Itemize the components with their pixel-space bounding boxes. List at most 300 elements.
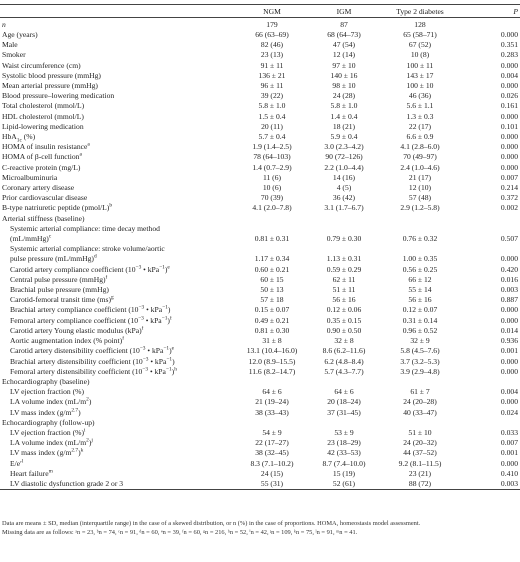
cell-ngm: 0.60 ± 0.21: [254, 264, 290, 274]
cell-t2d: 51 ± 10: [408, 427, 432, 437]
cell-ngm: 38 (33–43): [255, 407, 289, 417]
cell-igm: 12 (14): [332, 50, 356, 60]
label-text: Microalbuminuria: [2, 172, 58, 182]
label-text: Aortic augmentation index (% point): [10, 336, 123, 346]
cell-t2d: 0.12 ± 0.07: [402, 305, 438, 315]
cell-igm: 8.6 (6.2–11.6): [322, 346, 366, 356]
cell-p: 0.000: [500, 162, 518, 172]
cell-igm: 4 (5): [336, 183, 352, 193]
label-text: LV ejection fraction (%): [10, 387, 85, 397]
cell-p: 0.000: [500, 458, 518, 468]
table-row: [0, 30, 520, 40]
cell-p: 0.351: [500, 40, 518, 50]
row-label: [0, 367, 236, 377]
cell-t2d: 12 (10): [408, 183, 432, 193]
header-p: P: [460, 5, 520, 18]
label-text: • kPa: [148, 356, 167, 366]
label-text: Mean arterial pressure (mmHg): [2, 81, 98, 91]
table-row: [0, 275, 520, 285]
label-text: Lipid-lowering medication: [2, 121, 84, 131]
table-row: [0, 316, 520, 326]
footnote-marker: f: [122, 336, 124, 342]
cell-ngm: 39 (22): [260, 91, 284, 101]
label-text: Systolic blood pressure (mmHg): [2, 70, 101, 80]
cell-igm: 3.1 (1.7–6.7): [324, 203, 364, 213]
cell-igm: 1.4 ± 0.4: [330, 111, 358, 121]
cell-t2d: 66 ± 12: [408, 274, 432, 284]
cell-p: 0.007: [500, 172, 518, 182]
cell-p: 0.101: [500, 121, 518, 131]
cell-p: 0.161: [500, 101, 518, 111]
table-row: [0, 336, 520, 346]
table-row: [0, 183, 520, 193]
label-text: Coronary artery disease: [2, 183, 75, 193]
row-label: [0, 275, 236, 285]
table-row: [0, 50, 520, 60]
table-row: [0, 346, 520, 356]
table-row: [0, 71, 520, 81]
cell-ngm: 0.81 ± 0.30: [254, 325, 290, 335]
row-label: [0, 469, 236, 479]
cell-ngm: 5.8 ± 1.0: [258, 101, 286, 111]
cell-p: 0.420: [500, 264, 518, 274]
row-label: [0, 152, 236, 162]
cell-p: 0.001: [500, 448, 518, 458]
label-text: ): [172, 356, 175, 366]
row-label: [0, 112, 236, 122]
row-label: [0, 357, 236, 367]
cell-ngm: 70 (39): [260, 193, 284, 203]
cell-p: 0.004: [500, 70, 518, 80]
cell-p: 0.000: [500, 397, 518, 407]
label-superscript: 2: [86, 438, 89, 444]
cell-p: 0.410: [500, 468, 518, 478]
row-label: [0, 459, 236, 469]
row-label: [0, 173, 236, 183]
label-text: (%): [21, 132, 36, 142]
row-label: [0, 50, 236, 60]
cell-ngm: 96 ± 11: [260, 81, 284, 91]
table-row: [0, 469, 520, 479]
cell-t2d: 6.6 ± 0.9: [406, 132, 434, 142]
row-label: [0, 305, 236, 315]
label-text: Systemic arterial compliance: stroke volume/aortic: [10, 244, 165, 254]
cell-ngm: 12.0 (8.9–15.5): [248, 356, 296, 366]
cell-igm: 0.12 ± 0.06: [326, 305, 362, 315]
label-text: ): [78, 448, 81, 458]
cell-p: 0.003: [460, 479, 520, 490]
row-label: [0, 326, 236, 336]
cell-p: 0.000: [500, 142, 518, 152]
label-text: (mL/mmHg): [10, 234, 49, 244]
cell-t2d: 4.1 (2.8–6.0): [400, 142, 440, 152]
footnote-marker: i: [84, 427, 86, 434]
cell-ngm: 23 (13): [260, 50, 284, 60]
cell-t2d: 5.6 ± 1.1: [406, 101, 434, 111]
cell-p: 0.000: [500, 30, 518, 39]
row-label: [0, 163, 236, 173]
cell-igm: 15 (19): [332, 468, 356, 478]
cell-t2d: 46 (36): [408, 91, 432, 101]
label-superscript: −1: [166, 356, 173, 362]
table-row: [0, 244, 520, 264]
cell-igm: 53 ± 9: [334, 427, 354, 437]
cell-ngm: 38 (32–45): [255, 448, 289, 458]
cell-p: 0.000: [500, 111, 518, 121]
cell-p: 0.000: [500, 315, 518, 325]
label-text: Carotid artery Young elastic modulus (kPa): [10, 325, 142, 335]
label-text: LV mass index (g/m: [10, 407, 72, 417]
label-text: Brachial artery distensibility coefficient (10: [10, 356, 143, 366]
cell-p: 0.000: [500, 60, 518, 70]
label-subscript: 1c: [16, 137, 22, 143]
label-superscript: −3: [135, 264, 142, 271]
table-body: [0, 18, 520, 490]
cell-p: 0.887: [500, 295, 518, 305]
row-label: [0, 101, 236, 111]
cell-igm: 23 (18–29): [327, 438, 361, 448]
table-row: [0, 448, 520, 458]
cell-ngm: 50 ± 13: [260, 285, 284, 295]
footnote-marker: j: [91, 438, 93, 444]
label-text: Heart failure: [10, 468, 49, 478]
label-text: HOMA of insulin resistance: [2, 142, 88, 152]
label-text: Male: [2, 40, 18, 50]
n-t2d: 128: [380, 18, 460, 31]
cell-p: 0.372: [500, 193, 518, 203]
cell-t2d: 40 (33–47): [403, 407, 437, 417]
label-text: Central pulse pressure (mmHg): [10, 274, 106, 284]
cell-t2d: 0.56 ± 0.25: [402, 264, 438, 274]
cell-ngm: 1.4 (0.7–2.9): [252, 162, 292, 172]
label-text: E/e′: [10, 458, 22, 468]
cell-igm: 56 ± 16: [332, 295, 356, 305]
cell-t2d: 2.9 (1.2–5.8): [400, 203, 440, 213]
cell-t2d: 55 ± 14: [408, 285, 432, 295]
cell-t2d: 1.00 ± 0.35: [402, 254, 438, 264]
label-superscript: −1: [165, 366, 172, 373]
label-text: LA volume index (mL/m: [10, 397, 87, 407]
footnote-marker: g: [111, 295, 114, 301]
cell-ngm: 57 ± 18: [260, 295, 284, 305]
label-text: ): [167, 305, 171, 315]
label-text: ): [88, 438, 92, 448]
row-label: [0, 265, 236, 275]
label-superscript: 2.7: [71, 407, 79, 413]
cell-t2d: 10 (8): [410, 50, 430, 60]
row-label: [0, 132, 236, 142]
table-row: [0, 408, 520, 418]
label-text: Carotid artery distensibility coefficient (10: [10, 346, 140, 356]
row-label: [0, 346, 236, 356]
footnote-marker: m: [48, 468, 53, 475]
cell-igm: 20 (18–24): [327, 397, 361, 407]
cell-t2d: 3.9 (2.9–4.8): [400, 366, 440, 376]
row-label: [0, 193, 236, 203]
cell-t2d: 143 ± 17: [406, 70, 434, 80]
cell-t2d: 5.8 (4.5–7.6): [400, 346, 440, 356]
cell-ngm: 11.6 (8.2–14.7): [248, 366, 296, 376]
cell-igm: 98 ± 10: [332, 81, 356, 91]
label-text: Femoral artery distensibility coefficient (10: [10, 366, 143, 376]
section-row: [0, 214, 520, 224]
label-superscript: −3: [139, 346, 146, 352]
row-label: [0, 142, 236, 152]
label-text: • kPa: [145, 346, 164, 356]
label-text: Systemic arterial compliance: time decay method: [10, 223, 160, 233]
row-label: [0, 203, 236, 213]
cell-ngm: 0.81 ± 0.31: [254, 234, 290, 244]
cell-t2d: 100 ± 11: [406, 60, 434, 70]
table-row: [0, 173, 520, 183]
table-row: [0, 203, 520, 213]
cell-igm: 0.79 ± 0.30: [326, 234, 362, 244]
cell-t2d: 24 (20–28): [403, 397, 437, 407]
cell-ngm: 0.15 ± 0.07: [254, 305, 290, 315]
cell-p: 0.026: [500, 91, 518, 101]
cell-ngm: 91 ± 11: [260, 60, 284, 70]
cell-p: 0.004: [500, 387, 518, 397]
cell-t2d: 9.2 (8.1–11.5): [398, 458, 442, 468]
cell-p: 0.000: [500, 254, 518, 264]
cell-t2d: 3.7 (3.2–5.3): [400, 356, 440, 366]
cell-t2d: 100 ± 10: [406, 81, 434, 91]
row-label: [0, 40, 236, 50]
cell-t2d: 1.3 ± 0.3: [406, 111, 434, 121]
cell-p: 0.000: [500, 356, 518, 366]
row-label: [0, 448, 236, 458]
cell-ngm: 1.17 ± 0.34: [254, 254, 290, 264]
row-label: [0, 295, 236, 305]
cell-ngm: 10 (6): [262, 183, 282, 193]
cell-p: 0.507: [500, 234, 518, 244]
footnote-marker: a: [87, 142, 90, 148]
section-row: [0, 418, 520, 428]
label-text: Brachial artery compliance coefficient (10: [10, 305, 139, 315]
cell-igm: 5.9 ± 0.4: [330, 132, 358, 142]
label-text: Carotid artery compliance coefficient (10: [10, 264, 136, 274]
table-row: [0, 428, 520, 438]
cell-igm: 62 ± 11: [332, 274, 356, 284]
label-text: pulse pressure (mL/mmHg): [10, 254, 94, 264]
row-label: [0, 224, 236, 244]
label-text: B-type natriuretic peptide (pmol/L): [2, 203, 110, 213]
cell-t2d: 21 (17): [408, 172, 432, 182]
label-text: ): [88, 397, 92, 407]
label-text: • kPa: [144, 305, 163, 315]
cell-igm: 140 ± 16: [330, 70, 358, 80]
cell-igm: 0.90 ± 0.50: [326, 325, 362, 335]
label-text: Waist circumference (cm): [2, 60, 81, 70]
row-label: [0, 214, 520, 224]
row-label: [0, 285, 236, 295]
header-ngm: NGM: [236, 5, 308, 18]
label-superscript: −3: [142, 366, 149, 373]
table-row: [0, 122, 520, 132]
table-footnotes: [2, 519, 518, 537]
cell-igm: 0.35 ± 0.15: [326, 315, 362, 325]
cell-t2d: 23 (21): [408, 468, 432, 478]
cell-p: 0.000: [500, 81, 518, 91]
label-text: HDL cholesterol (mmol/L): [2, 111, 84, 121]
cell-igm: 24 (28): [332, 91, 356, 101]
label-text: LV mass index (g/m: [10, 448, 72, 458]
label-text: • kPa: [148, 366, 166, 376]
n-label: n: [0, 18, 236, 31]
row-label: [0, 71, 236, 81]
table-row: [0, 132, 520, 142]
cell-igm: 47 (54): [332, 40, 356, 50]
cell-p: 0.936: [500, 336, 518, 346]
cell-t2d: 2.4 (1.0–4.6): [400, 162, 440, 172]
cell-t2d: 0.96 ± 0.52: [402, 325, 438, 335]
cell-ngm: 21 (19–24): [255, 397, 289, 407]
header-label: [0, 5, 236, 18]
table-row: [0, 285, 520, 295]
cell-igm: 37 (31–45): [327, 407, 361, 417]
label-text: Total cholesterol (mmol/L): [2, 101, 85, 111]
cell-t2d: 24 (20–32): [403, 438, 437, 448]
cell-p: 0.024: [500, 407, 518, 417]
section-row: [0, 377, 520, 387]
cell-p: 0.001: [500, 346, 518, 356]
cell-t2d: 0.31 ± 0.14: [402, 315, 438, 325]
row-label: [0, 479, 236, 490]
cell-ngm: 5.7 ± 0.4: [258, 132, 286, 142]
label-text: ): [78, 407, 81, 417]
table-row: [0, 152, 520, 162]
cell-t2d: 32 ± 9: [410, 336, 430, 346]
label-text: Age (years): [2, 30, 38, 39]
label-superscript: −1: [163, 346, 170, 352]
table-row: [0, 112, 520, 122]
cell-igm: 36 (42): [332, 193, 356, 203]
row-label: [0, 387, 236, 397]
cell-ngm: 22 (17–27): [255, 438, 289, 448]
cell-t2d: 88 (72): [380, 479, 460, 490]
cell-t2d: 67 (52): [408, 40, 432, 50]
cell-ngm: 4.1 (2.0–7.8): [252, 203, 292, 213]
table-row: [0, 357, 520, 367]
footnote-marker: c: [48, 233, 52, 240]
label-superscript: −1: [162, 305, 168, 311]
cell-igm: 8.7 (7.4–10.0): [322, 458, 366, 468]
cell-ngm: 66 (63–69): [255, 30, 289, 39]
row-label: [0, 438, 236, 448]
header-igm: IGM: [308, 5, 380, 18]
label-text: ): [164, 264, 168, 274]
cell-ngm: 1.5 ± 0.4: [258, 111, 286, 121]
cell-ngm: 31 ± 8: [262, 336, 282, 346]
table-row: [0, 91, 520, 101]
label-superscript: −3: [142, 356, 149, 362]
table-row: [0, 326, 520, 336]
footnote-line: Missing data are as follows: ᵃn = 23, ᵇn = 74, ᶜn = 91, ᵈn = 60, ᵉn = 39, ᶠn = 60, ᵍn = 216, ʰn = 52, ⁱn = 42, ʲn = 109, ᵏn = 75, ˡn = 91, ᵐn = 41.: [2, 529, 358, 536]
row-label: [0, 418, 520, 428]
label-superscript: −1: [161, 315, 168, 322]
cell-igm: 6.2 (4.8–8.4): [324, 356, 364, 366]
n-igm: 87: [308, 18, 380, 31]
cell-t2d: 57 (48): [408, 193, 432, 203]
table-row: [0, 61, 520, 71]
cell-t2d: 0.76 ± 0.32: [402, 234, 438, 244]
cell-t2d: 65 (58–71): [403, 30, 437, 39]
footnote-line: Data are means ± SD, median (interquartile range) in the case of a skewed distribution, or n (%) in the case of proportions. HOMA, homeostasis model assessment.: [2, 520, 421, 527]
footnote-marker: k: [80, 448, 84, 454]
label-superscript: −3: [138, 305, 145, 311]
cell-t2d: 22 (17): [408, 121, 432, 131]
table-row: [0, 387, 520, 397]
cell-igm: 64 ± 6: [334, 387, 354, 397]
characteristics-table: [0, 4, 520, 490]
cell-ngm: 82 (46): [260, 40, 284, 50]
table-row: [0, 142, 520, 152]
label-text: Blood pressure–lowering medication: [2, 91, 115, 101]
n-ngm: 179: [236, 18, 308, 31]
label-text: ): [171, 366, 175, 376]
label-text: ): [167, 315, 170, 325]
cell-p: 0.014: [500, 325, 518, 335]
table-row: [0, 101, 520, 111]
cell-p: 0.283: [500, 50, 518, 60]
cell-ngm: 24 (15): [260, 468, 284, 478]
label-superscript: 2: [86, 397, 89, 403]
label-text: Arterial stiffness (baseline): [2, 213, 85, 223]
table-row: [0, 438, 520, 448]
footnote-marker: f: [169, 315, 172, 322]
cell-p: 0.000: [500, 305, 518, 315]
cell-ngm: 20 (11): [261, 121, 283, 131]
label-text: Brachial pulse pressure (mmHg): [10, 285, 109, 295]
footnote-marker: f: [141, 325, 144, 332]
table-row: [0, 224, 520, 244]
header-row: [0, 5, 520, 18]
n-p: [460, 18, 520, 31]
label-text: C-reactive protein (mg/L): [2, 162, 81, 172]
cell-p: 0.016: [500, 274, 518, 284]
footnote-marker: b: [109, 203, 113, 209]
label-text: HOMA of β-cell function: [2, 152, 80, 162]
label-text: Prior cardiovascular disease: [2, 193, 88, 203]
label-text: LV diastolic dysfunction grade 2 or 3: [10, 478, 124, 488]
cell-p: 0.214: [500, 183, 518, 193]
cell-p: 0.000: [500, 366, 518, 376]
cell-ngm: 13.1 (10.4–16.0): [246, 346, 298, 356]
cell-ngm: 136 ± 21: [258, 70, 286, 80]
footnote-marker: f: [105, 274, 108, 281]
footnote-marker: e: [167, 264, 170, 271]
table-row: [0, 305, 520, 315]
label-text: Smoker: [2, 50, 26, 60]
cell-ngm: 64 ± 6: [262, 387, 282, 397]
label-text: Carotid-femoral transit time (ms): [10, 295, 112, 305]
label-text: Femoral artery compliance coefficient (10: [10, 315, 139, 325]
label-text: Echocardiography (follow-up): [2, 417, 95, 427]
row-label: [0, 61, 236, 71]
cell-igm: 32 ± 8: [334, 336, 354, 346]
table-row: [0, 81, 520, 91]
row-label: [0, 397, 236, 407]
table-row: [0, 265, 520, 275]
cell-igm: 3.0 (2.3–4.2): [324, 142, 364, 152]
label-text: HbA: [2, 132, 17, 142]
table-row: [0, 40, 520, 50]
row-label: [0, 30, 236, 40]
table-row: [0, 193, 520, 203]
cell-t2d: 70 (49–97): [403, 152, 437, 162]
row-label: [0, 377, 520, 387]
cell-igm: 18 (21): [332, 121, 356, 131]
